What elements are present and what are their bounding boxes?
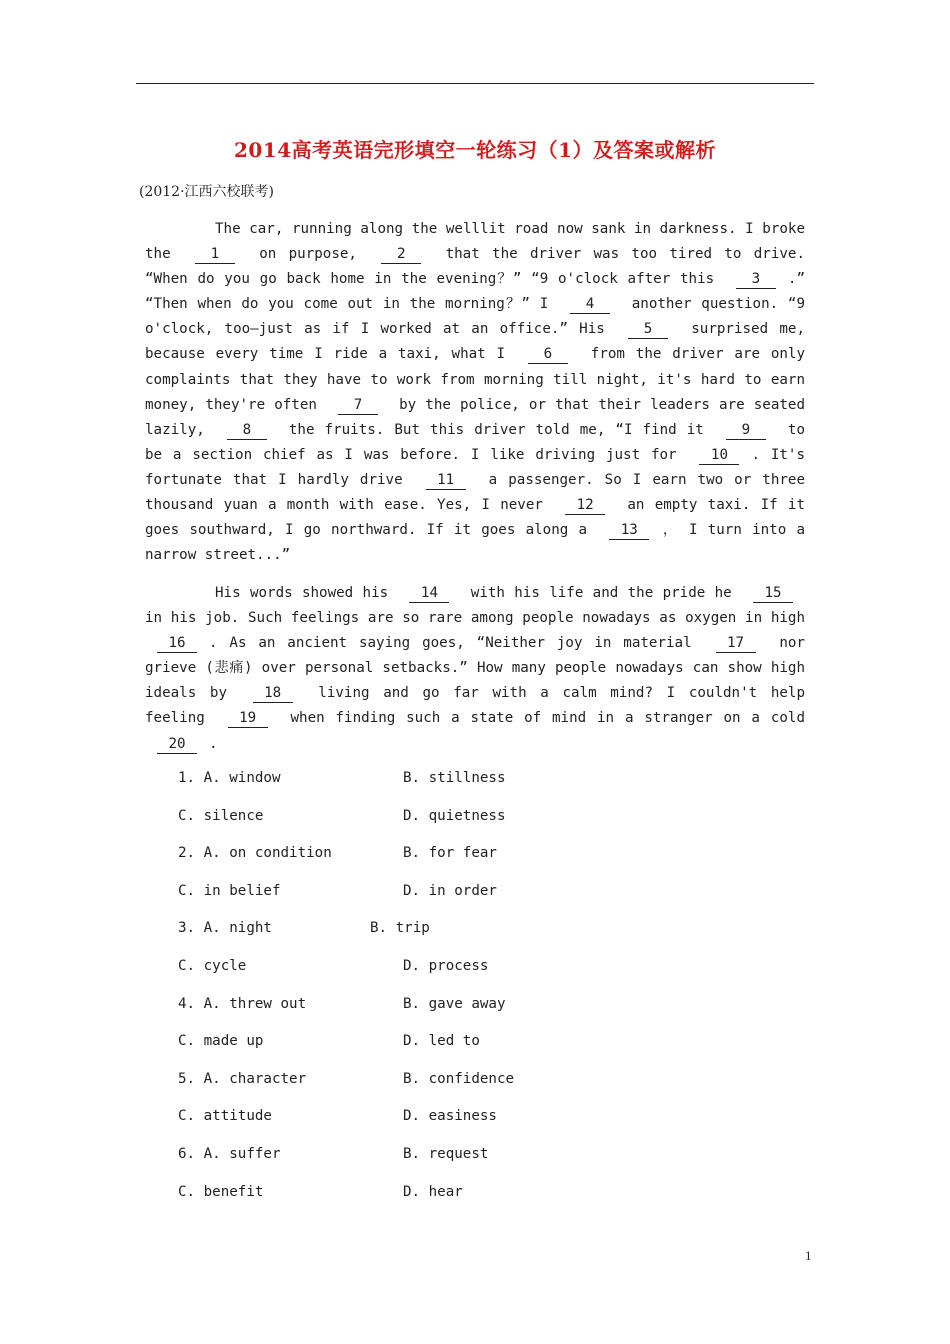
blank-1: 1	[195, 246, 235, 264]
blank-2: 2	[381, 246, 421, 264]
passage-text: a passenger. So I earn two or three thousand yuan a month with ease. Yes, I never	[145, 471, 805, 514]
blank-6: 6	[528, 346, 568, 364]
option-row	[178, 845, 514, 883]
option-row	[178, 958, 514, 996]
option-row	[178, 1146, 514, 1184]
passage-text: another question. “9 o'clock, too—just as if I worked at an office.” His	[145, 296, 806, 338]
option-right: D. process	[403, 957, 489, 974]
option-row	[178, 1184, 514, 1222]
page-number: 1	[805, 1248, 812, 1263]
blank-19: 19	[228, 710, 268, 728]
passage-text: His words showed his	[215, 585, 398, 601]
option-left: 6. A. suffer	[178, 1145, 281, 1162]
blank-5: 5	[628, 321, 668, 339]
passage-text: by the police, or that their leaders are seated lazily,	[145, 396, 805, 438]
passage-text: ， I turn into a narrow street...”	[145, 522, 805, 564]
option-right: B. stillness	[403, 770, 506, 786]
option-right: D. easiness	[403, 1108, 497, 1125]
blank-11: 11	[426, 472, 466, 490]
source-note: (2012·江西六校联考)	[139, 184, 275, 200]
blank-15: 15	[753, 585, 793, 603]
blank-10: 10	[699, 447, 739, 465]
passage-paragraph-1	[145, 217, 805, 568]
option-right: B. confidence	[403, 1070, 515, 1087]
option-left: C. made up	[178, 1033, 264, 1050]
page-title: 2014高考英语完形填空一轮练习（1）及答案或解析	[233, 138, 717, 162]
passage-text: the fruits. But this driver told me, “I find it	[278, 421, 714, 438]
passage-text: an empty taxi. If it goes southward, I go northward. If it goes along a	[145, 497, 805, 539]
blank-8: 8	[227, 422, 267, 440]
option-left: C. attitude	[178, 1108, 272, 1125]
paragraph-body	[145, 585, 805, 752]
option-row	[178, 1033, 514, 1071]
passage-text: nor grieve (悲痛) over personal setbacks.” How many people nowadays can show high ideals by	[145, 635, 805, 702]
option-right: D. hear	[403, 1183, 463, 1200]
blank-20: 20	[157, 736, 197, 754]
blank-12: 12	[565, 497, 605, 515]
option-right: B. gave away	[403, 995, 506, 1012]
option-row	[178, 1108, 514, 1146]
blank-16: 16	[157, 635, 197, 653]
option-row	[178, 996, 514, 1034]
passage-text: that the driver was too tired to drive. “When do you go back home in the evening？” “9 o'clock after this	[145, 246, 806, 288]
passage-text: .” “Then when do you come out in the morning？” I	[145, 271, 805, 313]
option-left: C. cycle	[178, 957, 247, 974]
passage-text: The car, running along the welllit road now sank in darkness. I broke the	[145, 221, 805, 263]
option-right: D. in order	[403, 882, 497, 899]
answer-options	[178, 770, 514, 1221]
passage-text: when finding such a state of mind in a stranger on a cold	[279, 710, 805, 727]
option-row	[178, 1071, 514, 1109]
passage-text: to be a section chief as I was before. I like driving just for	[145, 421, 805, 463]
option-left: 2. A. on condition	[178, 845, 332, 862]
passage-text: . It's fortunate that I hardly drive	[145, 446, 806, 488]
option-row	[178, 883, 514, 921]
paragraph-body	[145, 221, 805, 563]
passage-paragraph-2	[145, 581, 805, 757]
option-right: B. request	[403, 1145, 489, 1162]
passage-text: . As an ancient saying goes, “Neither joy in material	[209, 635, 704, 652]
passage-text: living and go far with a calm mind? I couldn't help feeling	[145, 685, 805, 727]
blank-13: 13	[609, 522, 649, 540]
passage-text: on purpose,	[246, 246, 370, 263]
passage-text: .	[209, 735, 218, 752]
option-left: 4. A. threw out	[178, 995, 307, 1012]
option-left: 1. A. window	[178, 770, 281, 786]
option-right: B. trip	[370, 920, 430, 937]
blank-3: 3	[736, 271, 776, 289]
passage-text: with his life and the pride he	[461, 585, 741, 601]
passage-text: from the driver are only complaints that they have to work from morning till night, it's hard to earn money, they're often	[145, 346, 805, 413]
option-right: D. quietness	[403, 807, 506, 824]
blank-9: 9	[726, 422, 766, 440]
option-left: 5. A. character	[178, 1070, 307, 1087]
blank-18: 18	[253, 685, 293, 703]
option-row	[178, 770, 514, 808]
blank-4: 4	[570, 296, 610, 314]
blank-7: 7	[338, 397, 378, 415]
option-left: C. in belief	[178, 882, 281, 899]
option-right: D. led to	[403, 1033, 480, 1050]
option-right: B. for fear	[403, 845, 497, 862]
option-row	[178, 920, 514, 958]
option-left: C. silence	[178, 807, 264, 824]
header-rule	[136, 83, 814, 84]
blank-17: 17	[716, 635, 756, 653]
option-left: C. benefit	[178, 1183, 264, 1200]
option-row	[178, 808, 514, 846]
passage-text: in his job. Such feelings are so rare among people nowadays as oxygen in high	[145, 610, 805, 627]
blank-14: 14	[409, 585, 449, 603]
option-left: 3. A. night	[178, 920, 272, 937]
passage-text: surprised me, because every time I ride a taxi, what I	[145, 321, 805, 363]
